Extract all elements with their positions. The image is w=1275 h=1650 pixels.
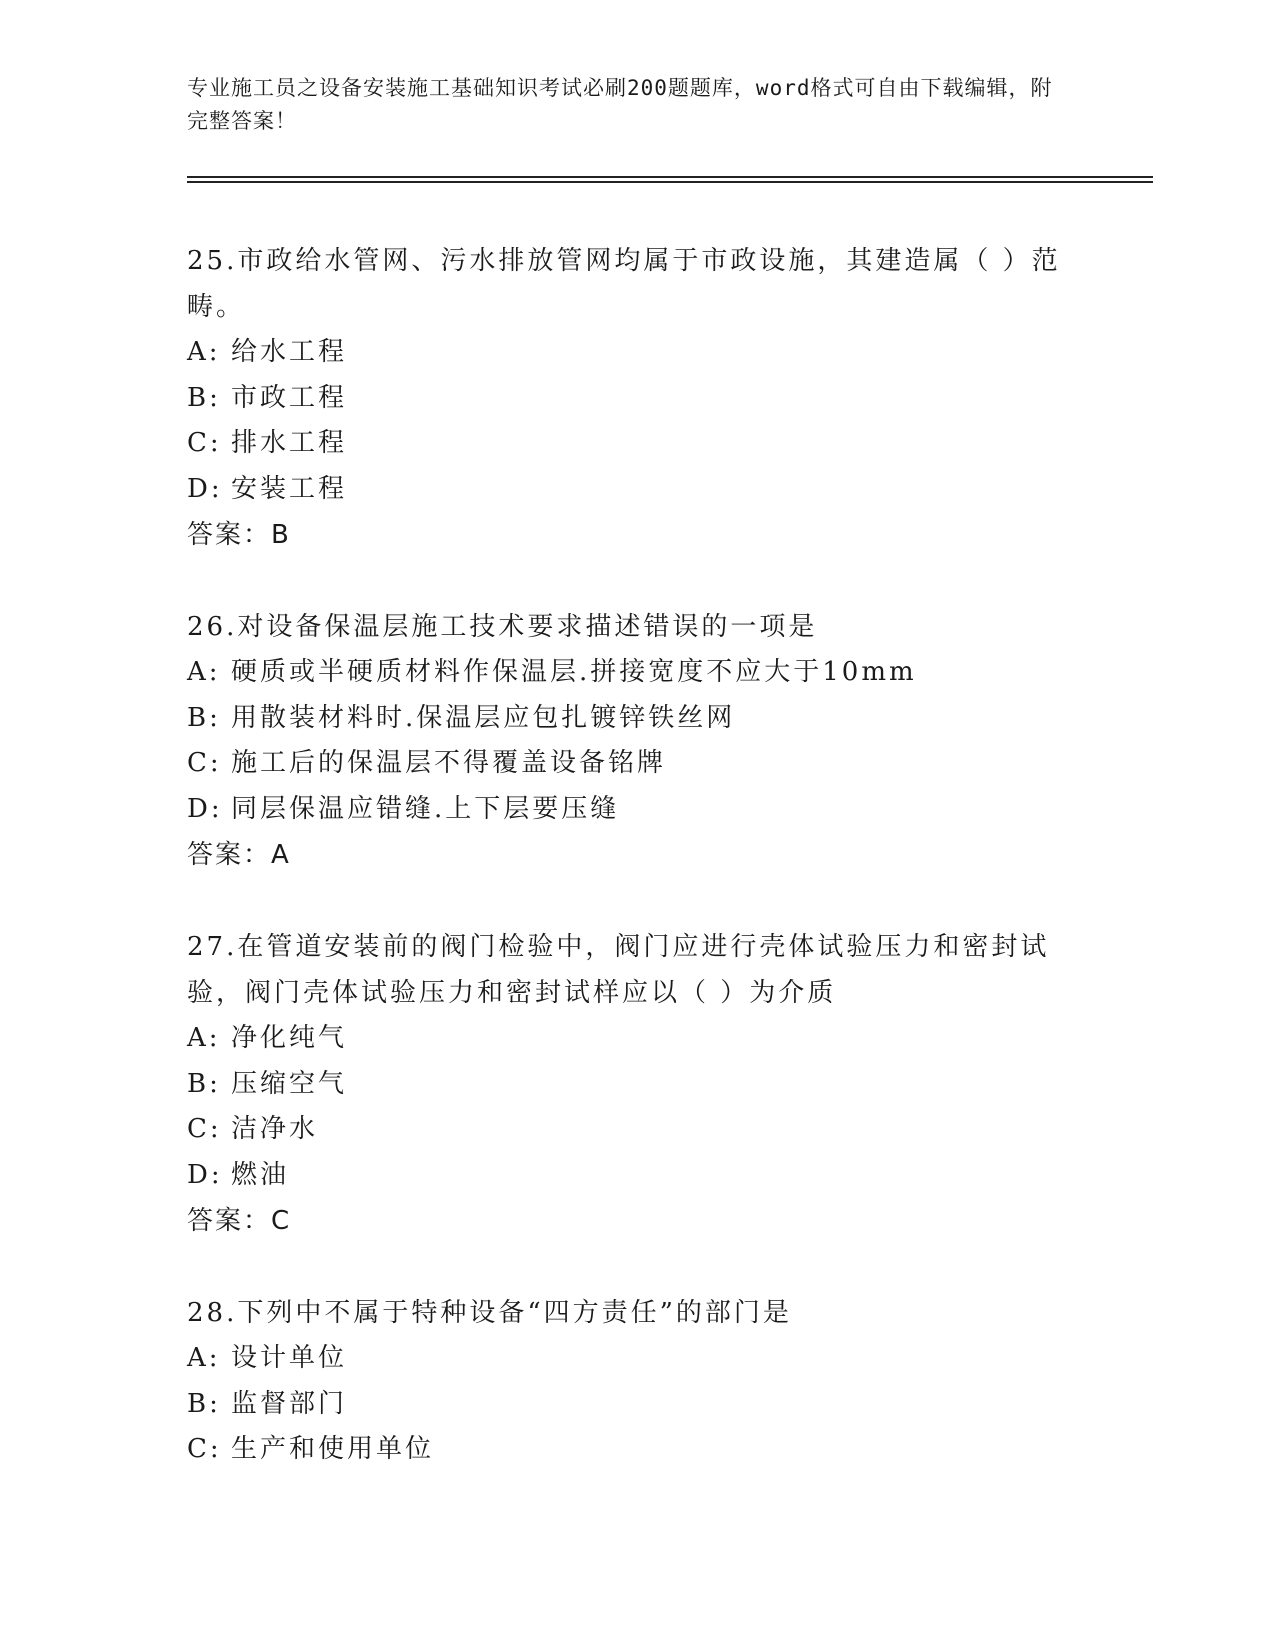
option-text: 给水工程 [231,337,348,367]
option-letter: D: [187,1159,223,1190]
option-text: 施工后的保温层不得覆盖设备铭牌 [231,748,667,778]
option-text: 压缩空气 [231,1068,348,1099]
option-text: 燃油 [231,1159,290,1190]
option-c [187,1427,1087,1473]
option-a [187,330,1087,376]
option-text: 净化纯气 [231,1023,348,1053]
question-stem: 25.市政给水管网、污水排放管网均属于市政设施，其建造属（ ）范畴。 [187,246,1061,322]
option-b [187,376,1087,422]
question-26 [187,604,1087,878]
option-letter: A: [187,657,221,687]
option-letter: C: [187,1114,222,1144]
option-c [187,1107,1087,1153]
option-text: 排水工程 [231,428,348,458]
answer-line: 答案：B [187,520,291,550]
option-b [187,1062,1087,1108]
option-text: 监督部门 [231,1388,348,1419]
question-28 [187,1290,1087,1473]
option-text: 安装工程 [231,473,348,504]
option-d [187,467,1087,513]
option-text: 生产和使用单位 [231,1434,435,1464]
option-text: 洁净水 [231,1114,319,1144]
option-d [187,1153,1087,1199]
option-letter: A: [187,1023,221,1053]
option-letter: B: [187,1068,221,1099]
option-letter: C: [187,428,222,458]
option-a [187,1336,1087,1382]
option-text: 同层保温应错缝.上下层要压缝 [231,793,620,824]
option-letter: C: [187,748,222,778]
option-c [187,421,1087,467]
question-27 [187,924,1087,1244]
answer-line: 答案：A [187,840,291,870]
question-list [187,238,1087,1519]
option-a [187,1016,1087,1062]
option-letter: D: [187,793,223,824]
option-d [187,787,1087,833]
document-header: 专业施工员之设备安装施工基础知识考试必刷200题题库，word格式可自由下载编辑，附完整答案！ [187,76,1053,133]
question-stem: 26.对设备保温层施工技术要求描述错误的一项是 [187,612,818,642]
question-stem: 28.下列中不属于特种设备“四方责任”的部门是 [187,1298,792,1328]
option-text: 设计单位 [231,1343,348,1373]
option-b [187,1382,1087,1428]
option-letter: B: [187,1388,221,1419]
option-b [187,696,1087,742]
option-letter: B: [187,702,221,733]
answer-line: 答案：C [187,1206,292,1236]
option-letter: A: [187,337,221,367]
option-letter: C: [187,1434,222,1464]
option-a [187,650,1087,696]
option-letter: A: [187,1343,221,1373]
option-letter: D: [187,473,223,504]
option-c [187,741,1087,787]
header-divider-bottom [187,181,1153,183]
option-text: 市政工程 [231,382,348,413]
option-text: 硬质或半硬质材料作保温层.拼接宽度不应大于10mm [231,657,917,687]
header-divider-top [187,176,1153,178]
question-25 [187,238,1087,558]
option-text: 用散装材料时.保温层应包扎镀锌铁丝网 [231,702,736,733]
question-stem: 27.在管道安装前的阀门检验中，阀门应进行壳体试验压力和密封试验，阀门壳体试验压力和密封试样应以（ ）为介质 [187,932,1050,1008]
option-letter: B: [187,382,221,413]
